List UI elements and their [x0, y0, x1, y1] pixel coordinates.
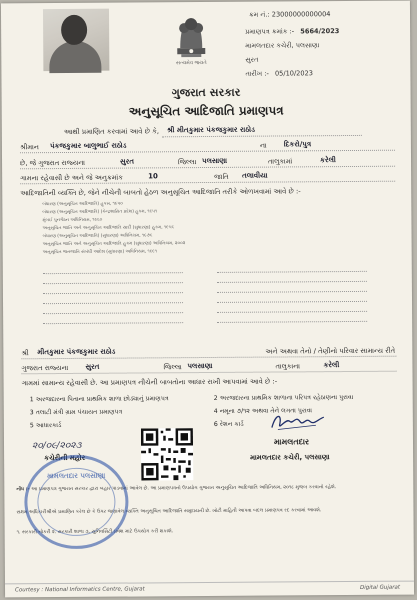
basis-text: ગામમાં સામાન્ય રહેવાસી છે. આ પ્રમાણપત્ર નીચેની બાબતોના આધાર રાખી આપવામાં આવે છે :- — [21, 377, 278, 388]
applicant-name: શ્રી મીતકુમાર પંકજકુમાર રાઠોડ — [166, 125, 256, 135]
taluka2: પલસાણા — [187, 361, 213, 371]
faint-line — [217, 291, 367, 293]
note-label: નોંધ :- — [16, 487, 30, 493]
document-item: 2 અરજદારના પ્રાથમિક શાળાના પરિપત્ર રહેઠાણના પુરાવા — [213, 393, 354, 402]
intro-text: આથી પ્રમાણિત કરવામાં આવે છે કે, — [63, 127, 160, 136]
qr-code-icon — [141, 428, 193, 480]
officer-office: મામલતદાર કચેરી, પલસાણા — [250, 453, 330, 462]
office-stamp — [24, 455, 129, 550]
faint-line — [217, 271, 367, 273]
faint-line — [43, 292, 183, 294]
certificate-number: 5664/2023 — [300, 27, 340, 36]
qr-code — [141, 428, 193, 480]
note-items: ૧. સરકારી નોકરી ૨. સરકારી શાળા ૩. યુનિવર્સિટી પ્રવેશ માટે ઉપયોગ કરી શકાશે. — [16, 529, 174, 536]
certificate-page — [1, 1, 414, 598]
photo-body — [49, 41, 101, 73]
faint-line — [43, 302, 183, 304]
act-line: બંધારણ (અનુસૂચિત આદિજાતિ) (સુધારણા) અધિનિયમ, ૧૯૭૬ — [42, 233, 153, 240]
father-prefix: શ્રીમાન — [19, 143, 39, 152]
act-line: અનુસૂચિત જનજાતિ સંબંધી આદેશ (સુધારણા) અધિનિયમ, ૧૯૯૧ — [42, 249, 158, 256]
government-title: ગુજરાત સરકાર — [171, 85, 241, 100]
district-label: જિલ્લા — [178, 158, 197, 167]
note-text: આ પ્રમાણપત્ર ગુજરાત સરકાર દ્વારા બહાર પાડવામાં આવેલ છે. આ પ્રમાણપત્રનો ઉપયોગ ગુજરાત અનુસૂચિત આદિજાતિ અધિનિયમ, ૨૦૧૮ મુજબ કરવાનો રહેશે. — [31, 485, 337, 493]
footer-brand: Digital Gujarat — [359, 584, 401, 591]
footer-credit: Courtesy : National Informatics Centre, Gujarat — [15, 586, 145, 594]
issue-date-row — [245, 69, 313, 78]
faint-line — [43, 322, 183, 324]
caste-name: તલાવીયા — [242, 171, 268, 180]
district2: સુરત — [85, 362, 100, 371]
district2-label: જિલ્લા — [163, 363, 182, 372]
note-paragraph: સક્ષમ અધિકારીશ્રીએ પ્રમાણિત કરેલ છે કે ઉપર જણાવેલ વ્યક્તિ અનુસૂચિત આદિજાતિ સમુદાયની છે. ખોટી માહિતી આપવા બદલ પ્રમાણપત્ર રદ કરવામાં આવશે. — [16, 508, 322, 516]
taluka-name: પલસાણા — [202, 156, 228, 166]
handwritten-date: ૨૦/૦૯/૨૦૨૩ — [31, 440, 82, 452]
residence2-underline — [22, 371, 397, 375]
faint-line — [217, 321, 367, 323]
relation: દિકરો/પુત્ર — [283, 140, 312, 149]
applicant-photo — [43, 9, 109, 71]
certificate-number-row — [245, 27, 339, 37]
stamp-text: મામલતદાર પલસાણા — [47, 471, 106, 481]
certificate-title: અનુસૂચિત આદિજાતિ પ્રમાણપત્ર — [128, 103, 284, 119]
residence-name: મીતકુમાર પંકજકુમાર રાઠોડ — [37, 347, 116, 357]
act-line: અનુસૂચિત જાતિ અને અનુસૂચિત આદિજાતિ યાદી (સુધારણા) હુકમ, ૧૯૫૬ — [42, 225, 175, 232]
faint-line — [217, 301, 367, 303]
village-label: ગામના રહેવાસી છે અને જે અનુક્રમાંક — [20, 173, 124, 183]
act-line: મુંબઈ પુનર્ગઠન અધિનિયમ, ૧૯૬૦ — [42, 217, 103, 224]
caste-label: જાતિ — [214, 172, 229, 181]
act-details-columns — [1, 1, 410, 4]
document-item: 3 તલાટી મંત્રી ગ્રામ પંચાયત પ્રમાણપત્ર — [29, 408, 123, 417]
issuing-office: મામલતદાર કચેરી, પલસાણા — [245, 41, 320, 50]
faint-line — [217, 281, 367, 283]
issuing-district: સુરત — [245, 55, 259, 64]
act-line: અનુસૂચિત જાતિ અને અનુસૂચિત આદિજાતિ હુકમ (સુધારણા) અધિનિયમ, ૨૦૦૨ — [42, 241, 186, 248]
act-line: બંધારણ (અનુસૂચિત આદિજાતિ) હુકમ, ૧૯૫૦ — [42, 201, 123, 208]
document-item: 5 આધારકાર્ડ — [29, 422, 62, 430]
relation-label: ના — [259, 141, 267, 150]
father-name: પંકજકુમાર બાલુભાઈ રાઠોડ — [49, 141, 127, 151]
act-line: બંધારણ (અનુસૂચિત આદિજાતિ) (કેન્દ્રશાસિત પ્રદેશ) હુકમ, ૧૯૫૧ — [42, 209, 158, 216]
document-item: 6 રેશન કાર્ડ — [213, 420, 244, 428]
emblem-caption: સત્યમેવ જયતે — [176, 60, 207, 67]
state2: ગુજરાત રાજ્યના — [21, 363, 69, 373]
residence-tail: અને અથવા તેનો / તેણીનો પરિવાર સામાન્ય રીતે — [265, 346, 396, 356]
taluka2-label: તાલુકાના — [275, 362, 301, 371]
village2: કરેલી — [323, 361, 340, 370]
officer-signature — [268, 409, 328, 435]
faint-line — [43, 312, 183, 314]
faint-line — [217, 311, 367, 313]
faint-line — [43, 272, 183, 274]
list-intro: આદિજાતિની વ્યક્તિ છે, જેને નીચેની બાબતો હેઠળ અનુસૂચિત આદિજાતિ તરીકે ઓળખવામાં આવે છે :- — [20, 187, 301, 198]
state-label: છે, જે ગુજરાત રાજ્યના — [20, 158, 86, 168]
document-item: 4 નમૂના ૭/૧૨ અથવા તેને લગતા પુરાવા — [213, 407, 312, 415]
issue-date: 05/10/2023 — [274, 69, 313, 78]
faint-line — [43, 282, 183, 284]
taluka-label: તાલુકામાં — [268, 157, 293, 166]
residence-prefix: શ્રી — [21, 349, 29, 358]
district-name: સુરત — [120, 157, 135, 166]
issue-date-label: તારીખ :- — [245, 69, 269, 78]
footer — [5, 581, 414, 598]
photo-head — [61, 15, 87, 45]
name-underline — [162, 135, 362, 137]
serial-no: 10 — [148, 172, 158, 181]
village-name: કરેલી — [320, 156, 336, 165]
document-item: 1 અરજદારના પિતાના પ્રાથમિક શાળા છોડ્યાનું પ્રમાણપત્ર — [29, 395, 169, 404]
officer-designation: મામલતદાર — [273, 437, 310, 447]
office-seal-label: કચેરીની મહોર — [44, 453, 86, 463]
certificate-number-label: પ્રમાણપત્ર ક્રમાંક :- — [245, 27, 295, 36]
serial-number: ક્રમ નં.: 23000000000004 — [248, 10, 331, 19]
